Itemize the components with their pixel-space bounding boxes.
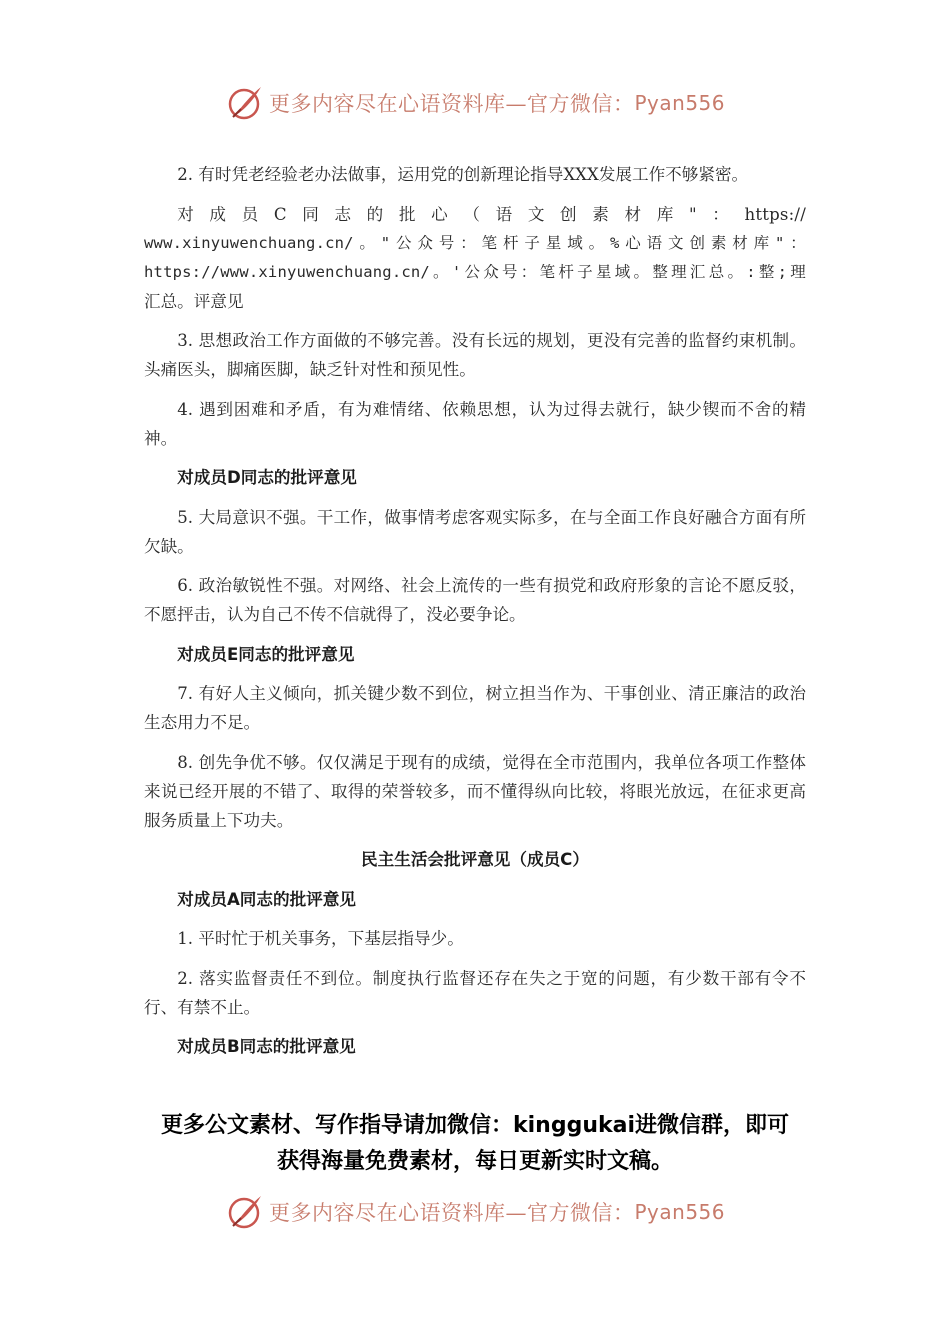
paragraph-5: 5. 大局意识不强。干工作，做事情考虑客观实际多，在与全面工作良好融合方面有所欠缺。 [144, 507, 806, 556]
banner-text: 更多内容尽在心语资料库—官方微信： [268, 92, 635, 116]
c-note-line-3: https://www.xinyuwenchuang.cn/。'公众号：笔杆子星域。整理汇总。:整;理 [144, 262, 806, 281]
quill-logo-icon [225, 1192, 265, 1232]
heading-member-e: 对成员E同志的批评意见 [177, 644, 355, 664]
paragraph-6: 6. 政治敏锐性不强。对网络、社会上流传的一些有损党和政府形象的言论不愿反驳，不愿抨击，认为自己不传不信就得了，没必要争论。 [144, 576, 806, 624]
quill-logo-icon [225, 83, 265, 123]
paragraph-3: 3. 思想政治工作方面做的不够完善。没有长远的规划，更没有完善的监督约束机制。头痛医头，脚痛医脚，缺乏针对性和预见性。 [144, 331, 806, 379]
footer-banner-wechat-id: Pyan556 [634, 1200, 725, 1224]
promo-line-2: 获得海量免费素材，每日更新实时文稿。 [276, 1149, 673, 1174]
paragraph-c-note [144, 200, 806, 316]
paragraph-a1: 1. 平时忙于机关事务，下基层指导少。 [177, 929, 464, 948]
promo-block [100, 1108, 850, 1180]
banner-wechat-id: Pyan556 [634, 91, 725, 115]
heading-member-a: 对成员A同志的批评意见 [177, 889, 356, 909]
paragraph-7: 7. 有好人主义倾向，抓关键少数不到位，树立担当作为、干事创业、清正廉洁的政治生态用力不足。 [144, 684, 806, 732]
paragraph-2: 2. 有时凭老经验老办法做事，运用党的创新理论指导XXX发展工作不够紧密。 [177, 165, 749, 184]
heading-member-d: 对成员D同志的批评意见 [177, 468, 357, 487]
header-banner [0, 78, 950, 128]
heading-member-b: 对成员B同志的批评意见 [177, 1037, 356, 1056]
c-note-line-4: 汇总。评意见 [144, 291, 244, 311]
c-note-line-1: 对成员C同志的批心（语文创素材库"：https:// [177, 204, 806, 224]
paragraph-8: 8. 创先争优不够。仅仅满足于现有的成绩，觉得在全市范围内，我单位各项工作整体来说已经开展的不错了、取得的荣誉较多，而不懂得纵向比较，将眼光放远，在征求更高服务质量上下功夫。 [144, 752, 806, 830]
footer-banner [0, 1187, 950, 1237]
paragraph-a2: 2. 落实监督责任不到位。制度执行监督还存在失之于宽的问题，有少数干部有令不行、有禁不止。 [144, 968, 806, 1017]
promo-line-1: 更多公文素材、写作指导请加微信：kinggukai进微信群，即可 [160, 1113, 789, 1138]
footer-banner-text: 更多内容尽在心语资料库—官方微信： [268, 1201, 635, 1225]
paragraph-4: 4. 遇到困难和矛盾，有为难情绪、依赖思想，认为过得去就行，缺少锲而不舍的精神。 [144, 399, 806, 448]
c-note-line-2: www.xinyuwenchuang.cn/。"公众号：笔杆子星域。%心语文创素材库"： [144, 233, 806, 252]
document-body [144, 160, 806, 1072]
section-title: 民主生活会批评意见（成员C） [361, 850, 589, 869]
